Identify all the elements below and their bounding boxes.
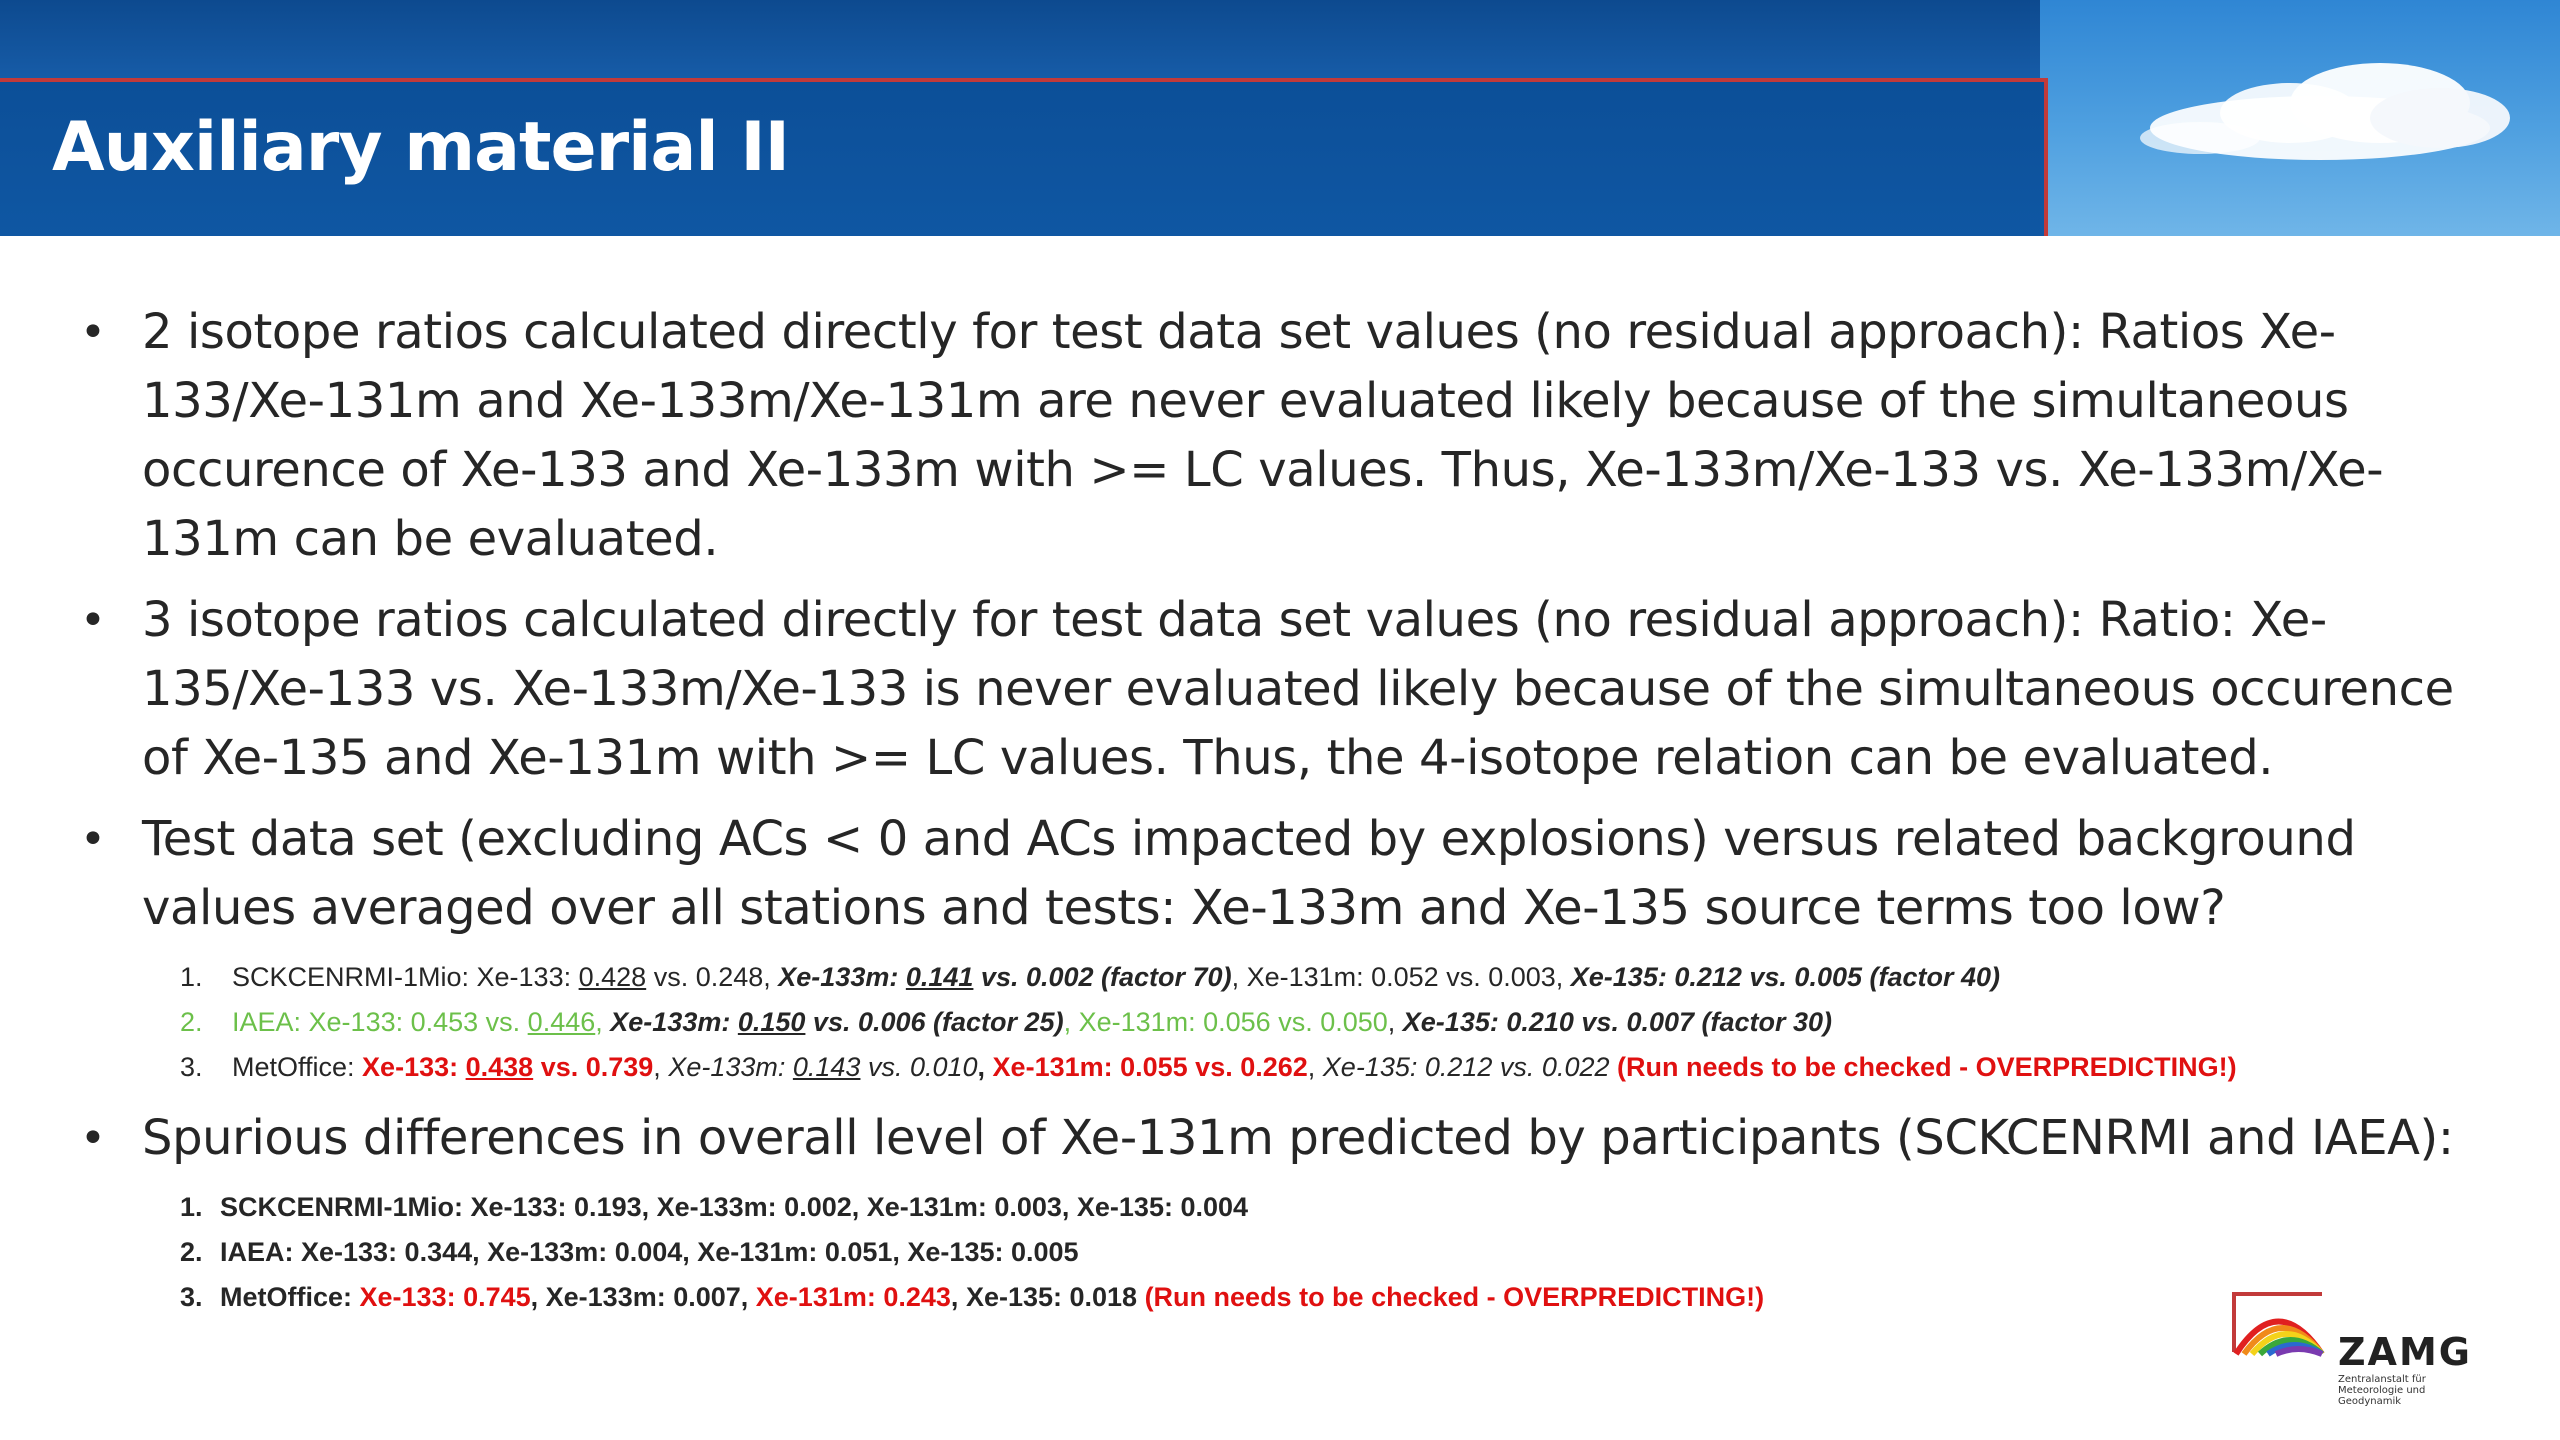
list-number: 2. — [180, 1007, 203, 1037]
bullet-list — [80, 298, 2480, 1334]
bullet-marker: • — [80, 307, 106, 358]
bullet-marker: • — [80, 1113, 106, 1164]
list-text: 0.428 — [578, 962, 647, 992]
bullet-text: 3 isotope ratios calculated directly for test data set values (no residual approach): Ratio: Xe-135/Xe-133 vs. Xe-133m/Xe-133 is never evaluated likely because of the simultaneous occurence of Xe-135 and Xe-131m with >= LC values. Thus, the 4-isotope relation can be evaluated. — [142, 592, 2454, 786]
zamg-logo — [2228, 1284, 2488, 1414]
bullet-text: Test data set (excluding ACs < 0 and ACs impacted by explosions) versus related background values averaged over all stations and tests: Xe-133m and Xe-135 source terms too low? — [142, 811, 2356, 936]
list-item — [80, 1230, 2480, 1275]
list-text: , Xe-131m: 0.056 vs. 0.050 — [1063, 1007, 1388, 1037]
list-text: Xe-131m: 0.003 — [866, 1192, 1062, 1222]
list-text: 0.446 — [527, 1007, 596, 1037]
bullet-text: Spurious differences in overall level of Xe-131m predicted by participants (SCKCENRMI and IAEA): — [142, 1110, 2454, 1166]
list-text: , — [1387, 1007, 1403, 1037]
list-text: , — [1307, 1052, 1323, 1082]
list-text: MetOffice: — [232, 1052, 363, 1082]
list-text: , — [595, 1007, 611, 1037]
list-text: Xe-133: 0.745 — [359, 1282, 531, 1312]
list-text: , Xe-135: 0.004 — [1061, 1192, 1249, 1222]
list-text: , Xe-135: 0.005 — [892, 1237, 1079, 1267]
list-text — [778, 962, 1231, 992]
list-text: , — [977, 1052, 993, 1082]
list-text: Xe-133m: — [610, 1007, 738, 1037]
list-text: Xe-131m: 0.243 — [755, 1282, 951, 1312]
list-text: Xe-133m: — [778, 962, 906, 992]
list-number: 3. — [180, 1052, 203, 1082]
list-number: 1. — [180, 1192, 203, 1222]
list-text — [668, 1052, 977, 1082]
list-text: Xe-135: 0.212 vs. 0.005 (factor 40) — [1570, 962, 2001, 992]
list-text: Xe-133: — [362, 1052, 466, 1082]
list-item — [80, 955, 2480, 1000]
list-text: IAEA: Xe-133: 0.453 vs. — [232, 1007, 528, 1037]
list-number: 1. — [180, 962, 203, 992]
list-text: Xe-131m: 0.055 vs. 0.262 — [992, 1052, 1308, 1082]
list-text: vs. 0.739 — [533, 1052, 654, 1082]
list-text: , — [653, 1052, 669, 1082]
list-item — [80, 1000, 2480, 1045]
list-text: Xe-133m: — [668, 1052, 793, 1082]
list-text: Xe-135: 0.210 vs. 0.007 (factor 30) — [1402, 1007, 1833, 1037]
slide-title: Auxiliary material II — [52, 108, 789, 187]
list-item — [80, 1045, 2480, 1090]
numbered-list-xe131m-levels — [80, 1185, 2480, 1320]
list-text: IAEA: Xe-133: 0.344, Xe-133m: 0.004, — [220, 1237, 698, 1267]
cloud-icon — [2110, 48, 2530, 188]
list-text: 0.438 — [465, 1052, 534, 1082]
list-text: (Run needs to be checked - OVERPREDICTING!) — [1137, 1282, 1765, 1312]
bullet-item — [80, 1104, 2480, 1173]
list-text: Xe-135: 0.018 — [965, 1282, 1138, 1312]
list-text — [610, 1007, 1063, 1037]
list-text: (Run needs to be checked - OVERPREDICTING!) — [1609, 1052, 2237, 1082]
list-text: vs. 0.248, — [646, 962, 779, 992]
bullet-item — [80, 298, 2480, 574]
bullet-marker: • — [80, 814, 106, 865]
list-text: , — [950, 1282, 966, 1312]
numbered-list-source-terms — [80, 955, 2480, 1090]
list-text — [362, 1052, 653, 1082]
list-text: MetOffice: — [220, 1282, 360, 1312]
slide-header — [0, 0, 2560, 236]
list-text: Xe-135: 0.212 vs. 0.022 — [1322, 1052, 1610, 1082]
list-item — [80, 1185, 2480, 1230]
rainbow-logo-icon — [2228, 1284, 2328, 1384]
list-text: SCKCENRMI-1Mio: Xe-133: 0.193, Xe-133m: 0.002, — [220, 1192, 867, 1222]
logo-subtitle: Zentralanstalt für Meteorologie und Geodynamik — [2338, 1374, 2426, 1407]
bullet-item — [80, 586, 2480, 793]
list-text: , Xe-133m: 0.007, — [530, 1282, 756, 1312]
list-text: vs. 0.006 (factor 25) — [805, 1007, 1064, 1037]
list-text: 0.141 — [905, 962, 974, 992]
list-text: 0.143 — [792, 1052, 861, 1082]
list-text: Xe-131m: 0.051 — [697, 1237, 893, 1267]
list-text: 0.150 — [737, 1007, 806, 1037]
list-text: vs. 0.002 (factor 70) — [973, 962, 1232, 992]
list-text: vs. 0.010 — [860, 1052, 978, 1082]
bullet-item — [80, 805, 2480, 943]
bullet-text: 2 isotope ratios calculated directly for test data set values (no residual approach): Ratios Xe-133/Xe-131m and Xe-133m/Xe-131m are never evaluated likely because of the simultaneous occurence of Xe-133 and Xe-133m with >= LC values. Thus, Xe-133m/Xe-133 vs. Xe-133m/Xe-131m can be evaluated. — [142, 304, 2384, 567]
bullet-marker: • — [80, 595, 106, 646]
logo-wordmark: ZAMG — [2338, 1330, 2472, 1374]
list-text: SCKCENRMI-1Mio: Xe-133: — [232, 962, 579, 992]
list-number: 3. — [180, 1282, 203, 1312]
list-item — [80, 1275, 2480, 1320]
list-text: , Xe-131m: 0.052 vs. 0.003, — [1231, 962, 1571, 992]
list-number: 2. — [180, 1237, 203, 1267]
